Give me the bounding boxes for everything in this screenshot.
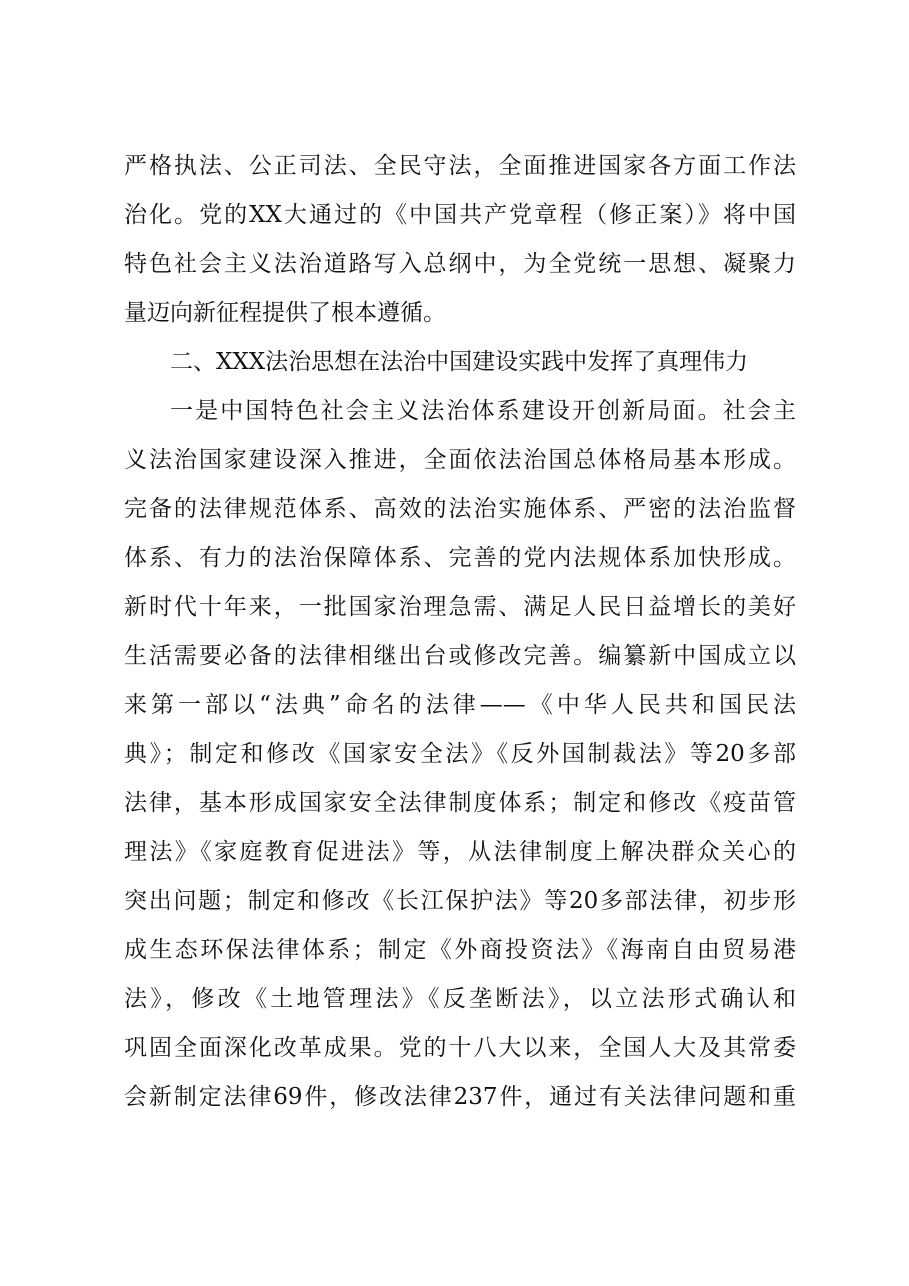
text-line: 义法治国家建设深入推进，全面依法治国总体格局基本形成。 <box>124 447 796 473</box>
text-line: 体系、有力的法治保障体系、完善的党内法规体系加快形成。 <box>124 545 796 571</box>
text-line: 成生态环保法律体系；制定《外商投资法》《海南自由贸易港 <box>124 937 796 963</box>
section-heading: 二、XXX法治思想在法治中国建设实践中发挥了真理伟力 <box>170 349 749 375</box>
text-line: 典》；制定和修改《国家安全法》《反外国制裁法》等20多部 <box>124 741 796 767</box>
text-line: 法》，修改《土地管理法》《反垄断法》，以立法形式确认和 <box>124 986 796 1012</box>
text-line: 量迈向新征程提供了根本遵循。 <box>124 300 446 326</box>
text-line: 一是中国特色社会主义法治体系建设开创新局面。社会主 <box>170 398 796 424</box>
text-line: 巩固全面深化改革成果。党的十八大以来，全国人大及其常委 <box>124 1035 796 1061</box>
text-line: 治化。党的XX大通过的《中国共产党章程（修正案）》将中国 <box>124 202 796 228</box>
text-line: 新时代十年来，一批国家治理急需、满足人民日益增长的美好 <box>124 594 796 620</box>
text-line: 严格执法、公正司法、全民守法，全面推进国家各方面工作法 <box>124 153 796 179</box>
text-line: 特色社会主义法治道路写入总纲中，为全党统一思想、凝聚力 <box>124 251 796 277</box>
text-line: 突出问题；制定和修改《长江保护法》等20多部法律，初步形 <box>124 888 796 914</box>
text-line: 法律，基本形成国家安全法律制度体系；制定和修改《疫苗管 <box>124 790 796 816</box>
text-line: 会新制定法律69件，修改法律237件，通过有关法律问题和重 <box>124 1084 796 1110</box>
text-line: 完备的法律规范体系、高效的法治实施体系、严密的法治监督 <box>124 496 796 522</box>
text-line: 生活需要必备的法律相继出台或修改完善。编纂新中国成立以 <box>124 643 796 669</box>
text-line: 来第一部以“法典”命名的法律——《中华人民共和国民法 <box>124 692 796 718</box>
text-line: 理法》《家庭教育促进法》等，从法律制度上解决群众关心的 <box>124 839 796 865</box>
body-text <box>124 142 796 1122</box>
